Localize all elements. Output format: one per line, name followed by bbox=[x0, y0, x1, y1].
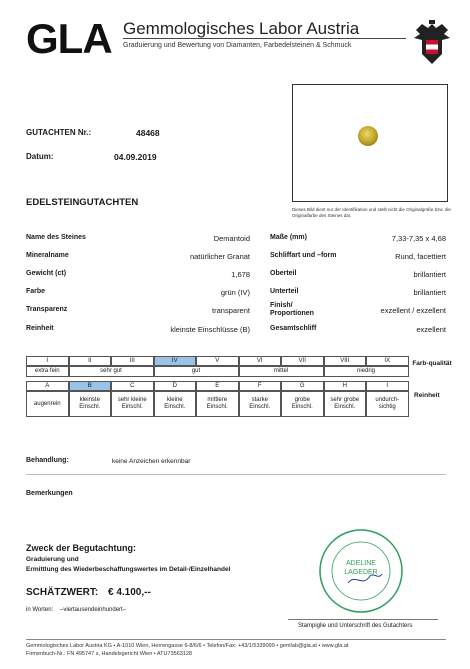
property-value: Demantoid bbox=[213, 234, 250, 243]
color-numeral-cell: VI bbox=[239, 356, 282, 366]
signature-line bbox=[288, 619, 438, 620]
clarity-letter-cell: H bbox=[324, 381, 367, 391]
property-value: natürlicher Granat bbox=[189, 252, 250, 261]
clarity-letter-cell: C bbox=[111, 381, 154, 391]
property-value: exzellent bbox=[416, 325, 446, 334]
color-group-row bbox=[26, 366, 409, 377]
color-numeral-cell: V bbox=[196, 356, 239, 366]
value-words: –viertausendeinhundert– bbox=[60, 607, 127, 613]
stamp-name2: LAGEDER bbox=[344, 569, 378, 576]
property-label: Gewicht (ct) bbox=[26, 270, 67, 277]
property-label: Unterteil bbox=[270, 288, 299, 295]
property-label: Oberteil bbox=[270, 270, 297, 277]
clarity-desc-cell: starke Einschl. bbox=[239, 391, 282, 417]
value-words-label: in Worten: bbox=[26, 607, 54, 613]
value-label: SCHÄTZWERT: bbox=[26, 587, 99, 598]
clarity-desc-row bbox=[26, 391, 409, 417]
clarity-desc-cell: sehr grobe Einschl. bbox=[324, 391, 367, 417]
color-numeral-cell: VIII bbox=[324, 356, 367, 366]
property-value: brillantiert bbox=[413, 288, 446, 297]
clarity-desc-cell: undurch-sichtig bbox=[366, 391, 409, 417]
property-label: Finish/ Proportionen bbox=[270, 302, 314, 317]
clarity-desc-cell: sehr kleine Einschl. bbox=[111, 391, 154, 417]
report-title: EDELSTEINGUTACHTEN bbox=[26, 197, 139, 208]
image-disclaimer: Dieses Bild dient nur der Identifikation und stellt nicht die Originalgröße bzw. die Originalfarbe des Steines dar. bbox=[292, 207, 451, 218]
header-divider bbox=[123, 38, 406, 39]
report-number-label: GUTACHTEN Nr.: bbox=[26, 128, 92, 137]
clarity-desc-cell: mittlere Einschl. bbox=[196, 391, 239, 417]
stamp-name1: ADELINE bbox=[346, 560, 376, 567]
clarity-desc-cell: kleinste Einschl. bbox=[69, 391, 112, 417]
clarity-letter-cell: G bbox=[281, 381, 324, 391]
color-numeral-cell: IV bbox=[154, 356, 197, 366]
clarity-letter-cell: E bbox=[196, 381, 239, 391]
color-group-cell: sehr gut bbox=[69, 366, 154, 377]
clarity-letter-cell: I bbox=[366, 381, 409, 391]
color-numeral-cell: I bbox=[26, 356, 69, 366]
color-numeral-cell: III bbox=[111, 356, 154, 366]
property-label: Schliffart und –form bbox=[270, 252, 337, 259]
signature-label: Stampiglie und Unterschrift des Gutachters bbox=[298, 623, 413, 629]
value-amount: € 4.100,-- bbox=[108, 587, 151, 598]
footer-divider bbox=[26, 639, 446, 640]
property-label: Name des Steines bbox=[26, 234, 86, 241]
footer-line1: Gemmologisches Labor Austria KG • A-1010 Wien, Herrengasse 6-8/6/6 • Telefon/Fax: +43/1/5339099 • gemlab@gla.at • www.gla.at bbox=[26, 643, 349, 649]
clarity-desc-cell: grobe Einschl. bbox=[281, 391, 324, 417]
color-numeral-cell: IX bbox=[366, 356, 409, 366]
clarity-letter-cell: B bbox=[69, 381, 112, 391]
clarity-desc-cell: augenrein bbox=[26, 391, 69, 417]
color-numeral-row bbox=[26, 356, 409, 366]
clarity-letter-cell: A bbox=[26, 381, 69, 391]
color-numeral-cell: II bbox=[69, 356, 112, 366]
treatment-value: keine Anzeichen erkennbar bbox=[112, 458, 191, 465]
property-value: transparent bbox=[212, 306, 250, 315]
purpose-line1: Graduierung und bbox=[26, 556, 79, 563]
lab-logo: GLA bbox=[26, 15, 112, 62]
stone-photo bbox=[358, 126, 378, 146]
purpose-title: Zweck der Begutachtung: bbox=[26, 543, 137, 553]
property-value: kleinste Einschlüsse (B) bbox=[170, 325, 250, 334]
lab-name: Gemmologisches Labor Austria bbox=[123, 19, 360, 38]
color-group-cell: extra fein bbox=[26, 366, 69, 377]
property-value: exzellent / exzellent bbox=[380, 306, 446, 315]
treatment-label: Behandlung: bbox=[26, 457, 69, 464]
footer-line2: Firmenbuch-Nr.: FN 495747 s, Handelsgericht Wien • ATU73563128 bbox=[26, 651, 192, 657]
color-group-cell: niedrig bbox=[324, 366, 409, 377]
property-label: Farbe bbox=[26, 288, 46, 295]
property-label: Mineralname bbox=[26, 252, 69, 259]
color-group-cell: mittel bbox=[239, 366, 324, 377]
clarity-desc-cell: kleine Einschl. bbox=[154, 391, 197, 417]
property-value: Rund, facettiert bbox=[395, 252, 446, 261]
report-date: 04.09.2019 bbox=[114, 152, 157, 162]
property-label: Reinheit bbox=[26, 325, 54, 332]
clarity-letter-cell: D bbox=[154, 381, 197, 391]
property-label: Gesamtschliff bbox=[270, 325, 317, 332]
purpose-line2: Ermittlung des Wiederbeschaffungswertes im Detail-/Einzelhandel bbox=[26, 566, 231, 573]
lab-subtitle: Graduierung und Bewertung von Diamanten, Farbedelsteinen & Schmuck bbox=[123, 42, 352, 49]
austrian-eagle-icon bbox=[412, 20, 452, 68]
appraiser-stamp bbox=[318, 528, 404, 614]
color-numeral-cell: VII bbox=[281, 356, 324, 366]
report-date-label: Datum: bbox=[26, 152, 54, 161]
color-group-cell: gut bbox=[154, 366, 239, 377]
property-value: 1,678 bbox=[231, 270, 250, 279]
property-value: grün (IV) bbox=[220, 288, 250, 297]
color-quality-label: Farb-qualität bbox=[412, 360, 452, 367]
remarks-label: Bemerkungen bbox=[26, 490, 73, 497]
clarity-label: Reinheit bbox=[414, 392, 440, 399]
report-number: 48468 bbox=[136, 128, 160, 138]
property-label: Transparenz bbox=[26, 306, 68, 313]
property-value: brillantiert bbox=[413, 270, 446, 279]
clarity-letter-row bbox=[26, 381, 409, 391]
property-label: Maße (mm) bbox=[270, 234, 307, 241]
clarity-letter-cell: F bbox=[239, 381, 282, 391]
treatment-divider bbox=[26, 474, 446, 475]
property-value: 7,33-7,35 x 4,68 bbox=[391, 234, 446, 243]
